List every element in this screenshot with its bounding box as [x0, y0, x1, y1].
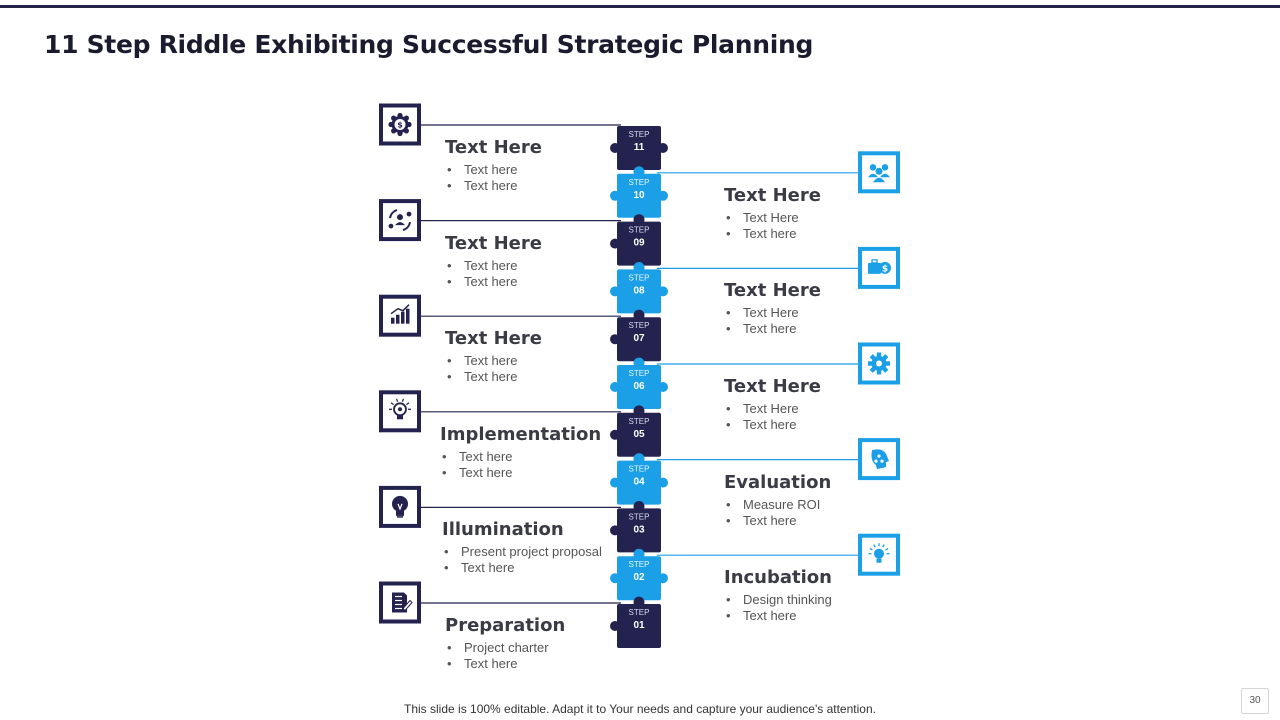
step-bullet-list — [445, 640, 665, 672]
bulb-gear-icon — [381, 392, 419, 430]
step-heading: Text Here — [724, 280, 821, 302]
step-bullet-item: • Text here — [445, 258, 665, 274]
step-number: 10 — [633, 189, 645, 201]
step-label: STEP — [628, 608, 650, 617]
step-bullet-item: • Text here — [445, 353, 665, 369]
interlock-knob — [634, 405, 645, 416]
step-bullet-item: • Text Here — [724, 305, 944, 321]
step-bullet-item: • Text here — [724, 513, 944, 529]
document-edit-icon — [381, 584, 419, 622]
step-label: STEP — [628, 560, 650, 570]
step-bullet-item: • Text here — [445, 162, 665, 178]
step-03-text-block — [442, 519, 662, 576]
page-number: 30 — [1241, 688, 1269, 714]
step-07-text-block — [445, 328, 665, 385]
step-bullet-item: • Text here — [442, 560, 662, 576]
step-bullet-item: • Text here — [724, 608, 944, 624]
step-number: 11 — [633, 142, 645, 153]
step-label: STEP — [628, 369, 650, 378]
step-bullet-item: • Text here — [440, 465, 660, 481]
step-bullet-item: • Text here — [724, 321, 944, 337]
interlock-knob — [634, 310, 645, 321]
step-bullet-item: • Text here — [445, 656, 665, 672]
step-number: 02 — [633, 572, 645, 584]
step-heading: Illumination — [442, 519, 564, 541]
step-heading: Implementation — [440, 423, 602, 445]
step-heading: Text Here — [445, 232, 542, 254]
step-label: STEP — [628, 225, 650, 235]
step-number: 08 — [633, 285, 645, 297]
bar-chart-icon — [381, 297, 419, 335]
step-02-text-block — [724, 567, 944, 624]
step-bullet-list — [440, 449, 660, 481]
step-label: STEP — [628, 512, 650, 522]
step-bullet-item: • Text here — [445, 274, 665, 290]
step-bullet-item: • Present project proposal — [442, 544, 662, 560]
step-09-text-block — [445, 233, 665, 290]
step-heading: Evaluation — [724, 471, 832, 493]
step-label: STEP — [628, 416, 650, 426]
interlock-knob — [634, 597, 645, 608]
step-bullet-item: • Design thinking — [724, 592, 944, 608]
step-08-text-block — [724, 280, 944, 337]
svg-text:$: $ — [881, 264, 889, 275]
step-11-text-block — [445, 137, 665, 194]
step-number: 01 — [633, 620, 645, 631]
lightbulb-icon — [381, 488, 419, 526]
step-number: 07 — [633, 333, 645, 345]
step-bullet-item: • Text Here — [724, 210, 944, 226]
step-bullet-list — [724, 401, 944, 433]
interlock-knob — [634, 501, 645, 512]
step-heading: Text Here — [445, 328, 542, 350]
dollar-gear-icon — [381, 106, 419, 144]
step-number: 04 — [633, 476, 645, 488]
step-bullet-item: • Text here — [724, 226, 944, 242]
step-label: STEP — [628, 130, 650, 139]
step-bullet-list — [445, 258, 665, 290]
step-label: STEP — [628, 321, 650, 331]
step-bullet-item: • Text here — [445, 178, 665, 194]
step-bullet-item: • Measure ROI — [724, 497, 944, 513]
step-number: 03 — [633, 524, 645, 536]
step-heading: Text Here — [724, 184, 821, 206]
step-06-text-block — [724, 376, 944, 433]
step-bullet-item: • Text here — [445, 369, 665, 385]
team-cycle-icon — [381, 201, 419, 239]
step-number: 06 — [633, 381, 645, 392]
step-bullet-list — [724, 592, 944, 624]
icon-frame — [381, 297, 419, 335]
step-heading: Text Here — [724, 376, 821, 397]
step-bullet-item: • Project charter — [445, 640, 665, 656]
step-bullet-list — [445, 353, 665, 385]
step-05-text-block — [440, 424, 660, 481]
step-04-text-block — [724, 472, 944, 529]
step-bullet-list — [724, 210, 944, 242]
step-01-text-block — [445, 615, 665, 672]
step-bullet-item: • Text here — [724, 417, 944, 433]
step-label: STEP — [628, 273, 650, 283]
step-bullet-list — [724, 305, 944, 337]
step-bullet-item: • Text Here — [724, 401, 944, 417]
step-number: 05 — [633, 428, 645, 440]
interlock-knob — [634, 214, 645, 225]
step-heading: Preparation — [445, 615, 566, 636]
slide-title: 11 Step Riddle Exhibiting Successful Strategic Planning — [44, 30, 814, 59]
step-heading: Incubation — [724, 567, 832, 589]
step-number: 09 — [633, 237, 645, 249]
slide-footer-note: This slide is 100% editable. Adapt it to Your needs and capture your audience's attention. — [404, 702, 876, 716]
step-heading: Text Here — [445, 137, 542, 158]
step-10-text-block — [724, 185, 944, 242]
step-bullet-item: • Text here — [440, 449, 660, 465]
step-bullet-list — [724, 497, 944, 529]
step-label: STEP — [628, 464, 650, 474]
step-label: STEP — [628, 177, 650, 187]
svg-text:$: $ — [397, 120, 403, 130]
step-bullet-list — [445, 162, 665, 194]
step-bullet-list — [442, 544, 662, 576]
